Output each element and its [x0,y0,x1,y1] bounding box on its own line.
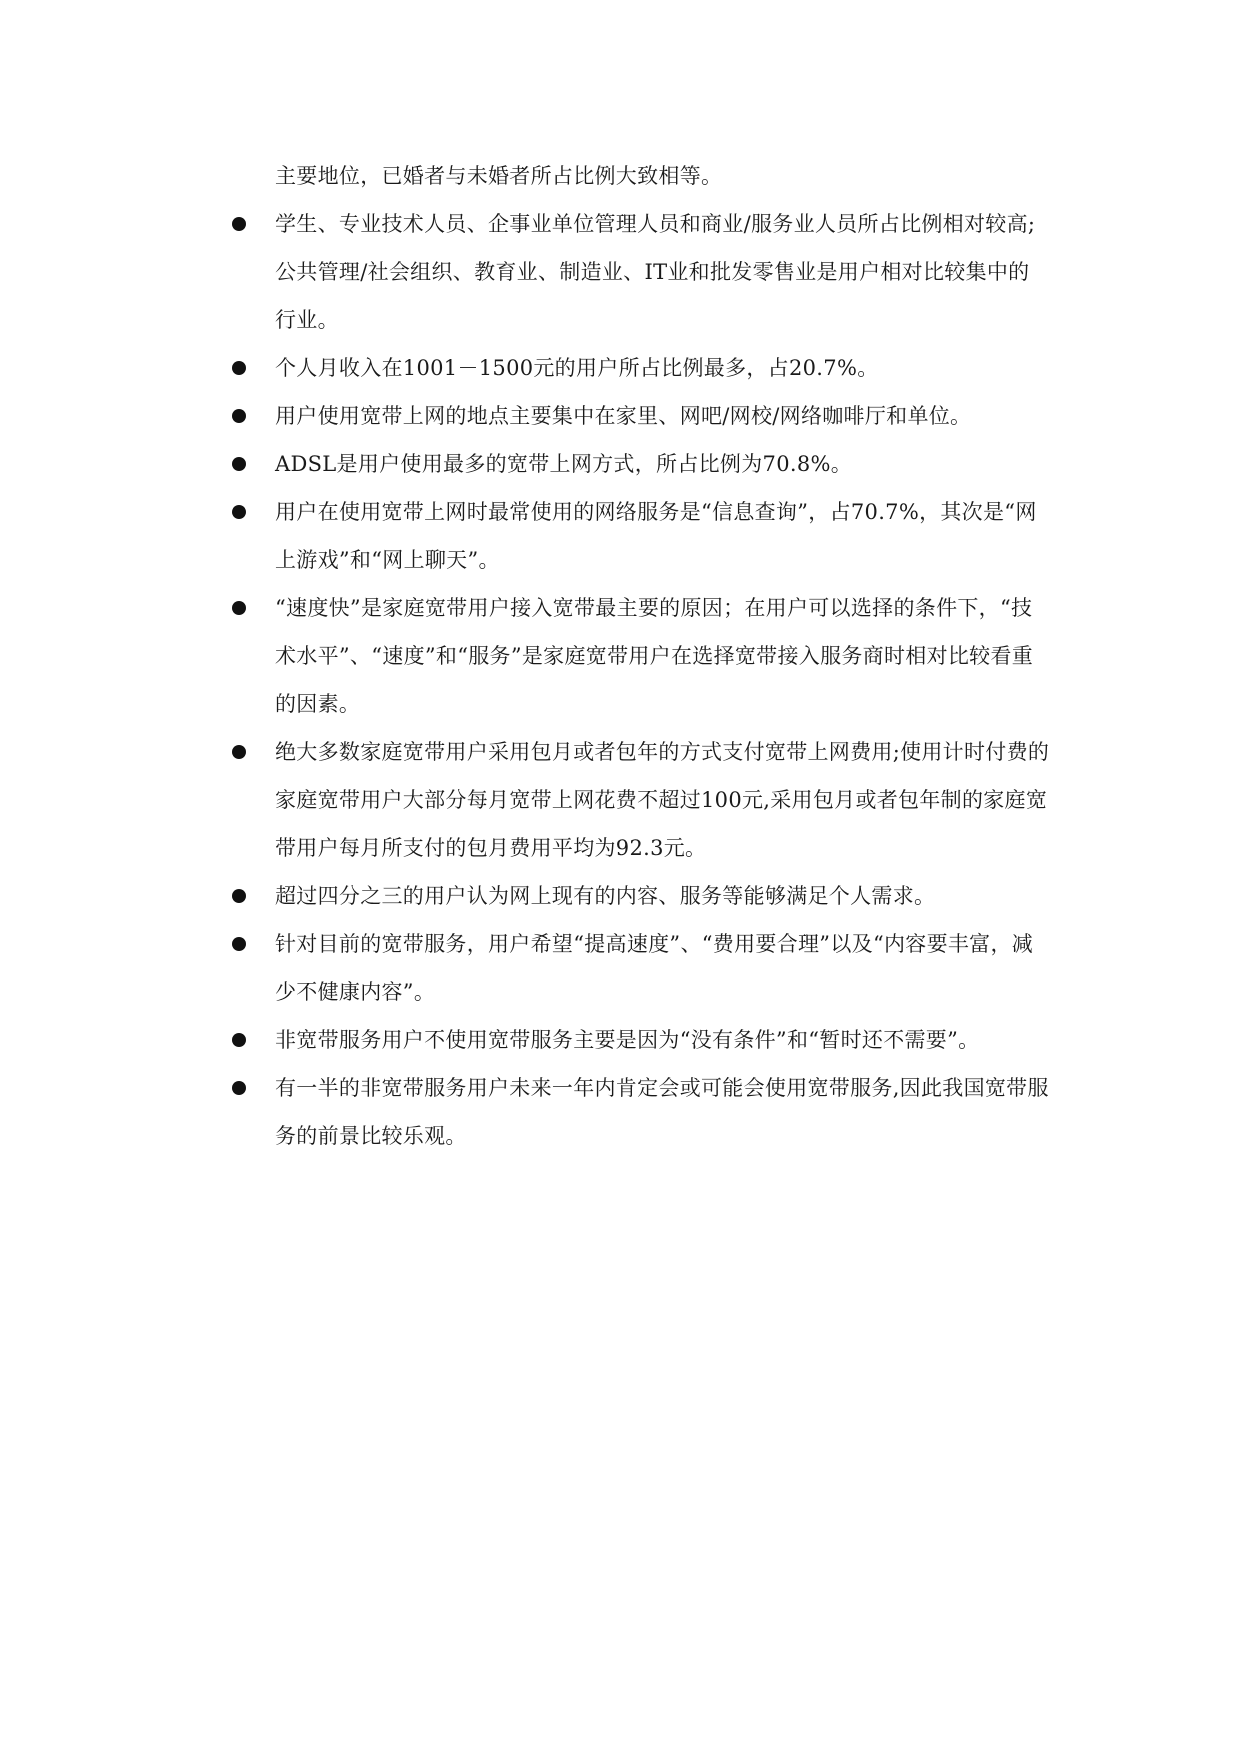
bullet-dot-icon [232,1033,246,1047]
bullet-text: 用户使用宽带上网的地点主要集中在家里、网吧/网校/网络咖啡厅和单位。 [275,404,972,428]
bullet-text: 绝大多数家庭宽带用户采用包月或者包年的方式支付宽带上网费用;使用计时付费的家庭宽带用户大部分每月宽带上网花费不超过100元,采用包月或者包年制的家庭宽带用户每月所支付的包月费用平均为92.3元。 [275,740,1050,860]
bullet-text: 学生、专业技术人员、企事业单位管理人员和商业/服务业人员所占比例相对较高;公共管理/社会组织、教育业、制造业、IT业和批发零售业是用户相对比较集中的行业。 [275,212,1036,332]
findings-bullet-list [230,200,1050,1160]
bullet-text: 针对目前的宽带服务，用户希望“提高速度”、“费用要合理”以及“内容要丰富，减少不健康内容”。 [275,932,1034,1004]
bullet-text: 超过四分之三的用户认为网上现有的内容、服务等能够满足个人需求。 [275,884,936,908]
bullet-item [230,920,1050,1016]
bullet-item [230,1016,1050,1064]
bullet-text: ADSL是用户使用最多的宽带上网方式，所占比例为70.8%。 [275,452,853,476]
bullet-dot-icon [232,505,246,519]
bullet-dot-icon [232,457,246,471]
bullet-text: 个人月收入在1001－1500元的用户所占比例最多，占20.7%。 [275,356,879,380]
bullet-dot-icon [232,889,246,903]
bullet-item [230,488,1050,584]
bullet-item [230,440,1050,488]
bullet-dot-icon [232,937,246,951]
bullet-dot-icon [232,361,246,375]
bullet-dot-icon [232,409,246,423]
bullet-item [230,872,1050,920]
bullet-item [230,200,1050,344]
continuation-paragraph: 主要地位，已婚者与未婚者所占比例大致相等。 [275,164,723,188]
bullet-text: 用户在使用宽带上网时最常使用的网络服务是“信息查询”，占70.7%，其次是“网上游戏”和“网上聊天”。 [275,500,1037,572]
bullet-dot-icon [232,1081,246,1095]
bullet-text: 有一半的非宽带服务用户未来一年内肯定会或可能会使用宽带服务,因此我国宽带服务的前景比较乐观。 [275,1076,1049,1148]
bullet-item [230,728,1050,872]
bullet-dot-icon [232,217,246,231]
bullet-item [230,1064,1050,1160]
bullet-item [230,392,1050,440]
bullet-dot-icon [232,601,246,615]
bullet-text: 非宽带服务用户不使用宽带服务主要是因为“没有条件”和“暂时还不需要”。 [275,1028,980,1052]
bullet-item [230,584,1050,728]
bullet-dot-icon [232,745,246,759]
bullet-text: “速度快”是家庭宽带用户接入宽带最主要的原因；在用户可以选择的条件下，“技术水平”、“速度”和“服务”是家庭宽带用户在选择宽带接入服务商时相对比较看重的因素。 [275,596,1034,716]
bullet-item [230,344,1050,392]
